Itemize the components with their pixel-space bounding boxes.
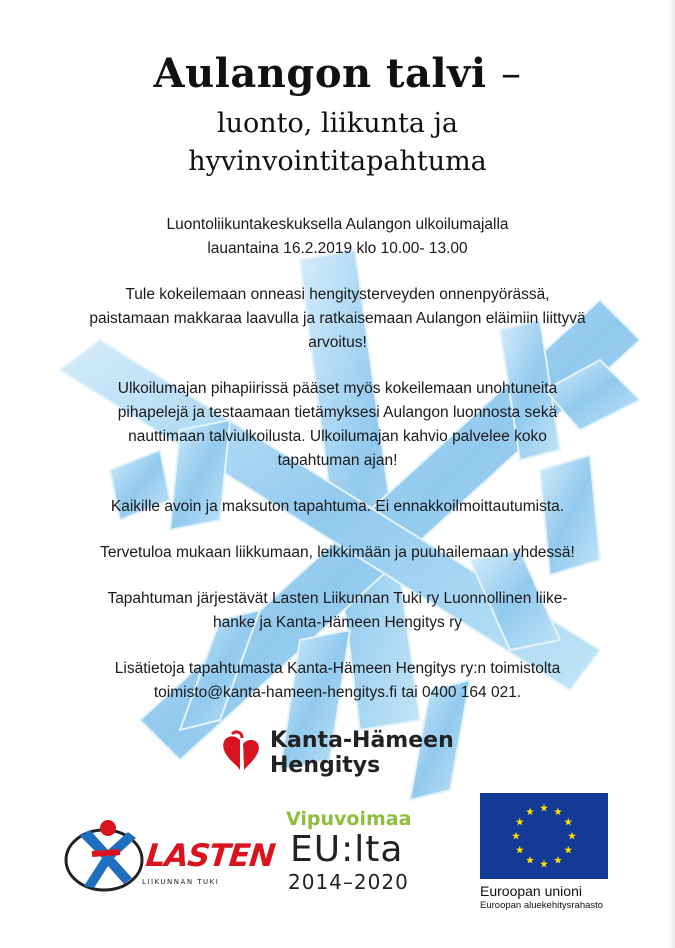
eu-star — [516, 818, 524, 826]
paragraph-welcome — [60, 541, 615, 565]
eu-fund-name: Euroopan aluekehitysrahasto — [480, 900, 604, 911]
text-line: paistamaan makkaraa laavulla ja ratkaisemaan Aulangon eläimiin liittyvä — [89, 310, 586, 327]
text-line: hanke ja Kanta-Hämeen Hengitys ry — [213, 614, 462, 631]
lasten-liikunnan-tuki-logo — [62, 816, 277, 896]
lasten-wordmark: LASTEN — [144, 838, 277, 874]
eu-star — [564, 818, 572, 826]
text-line: Tervetuloa mukaan liikkumaan, leikkimään ja puuhailemaan yhdessä! — [100, 544, 575, 561]
paragraph-organizers — [60, 587, 615, 635]
kanta-hameen-hengitys-wordmark — [270, 728, 454, 778]
eulta-text: EU:lta — [290, 829, 404, 870]
eu-star — [540, 804, 548, 812]
poster-body — [60, 213, 615, 727]
running-child-icon — [62, 816, 152, 896]
text-line: tapahtuman ajan! — [277, 452, 398, 469]
eu-star — [526, 808, 534, 816]
paragraph-location — [60, 213, 615, 261]
eu-star — [554, 856, 562, 864]
vipuvoimaa-text: Vipuvoimaa — [286, 808, 412, 830]
text-line: arvoitus! — [308, 334, 367, 351]
eu-name: Euroopan unioni — [480, 883, 582, 899]
text-line: Lisätietoja tapahtumasta Kanta-Hämeen Hengitys ry:n toimistolta — [114, 660, 561, 677]
contact-email-phone[interactable]: toimisto@kanta-hameen-hengitys.fi tai 0400 164 021. — [153, 684, 522, 701]
kanta-hameen-hengitys-logo — [218, 728, 458, 780]
eu-star — [554, 808, 562, 816]
program-period-text: 2014–2020 — [288, 870, 409, 894]
text-line: Kaikille avoin ja maksuton tapahtuma. Ei ennakkoilmoittautumista. — [110, 498, 565, 515]
logo-text-line: Kanta-Hämeen — [270, 728, 454, 753]
title-line-2: luonto, liikunta ja — [217, 108, 458, 139]
eu-star — [568, 832, 576, 840]
title-line-1 — [0, 50, 675, 97]
eu-star — [564, 846, 572, 854]
eu-flag — [480, 793, 608, 879]
eu-star — [512, 832, 520, 840]
title-main: Aulangon talvi — [153, 50, 487, 97]
paragraph-free-entry — [60, 495, 615, 519]
eu-star — [526, 856, 534, 864]
text-line: Tapahtuman järjestävät Lasten Liikunnan Tuki ry Luonnollinen liike- — [107, 590, 568, 607]
paragraph-yard-games — [60, 377, 615, 473]
eu-star — [540, 860, 548, 868]
lungs-heart-icon — [218, 730, 264, 776]
eu-logo — [480, 793, 620, 913]
text-line: nauttimaan talviulkoilusta. Ulkoilumajan kahvio palvelee koko — [128, 428, 547, 445]
paragraph-contact — [60, 657, 615, 705]
title-line-3: hyvinvointitapahtuma — [188, 146, 487, 177]
eu-star — [516, 846, 524, 854]
text-line: Luontoliikuntakeskuksella Aulangon ulkoilumajalla — [166, 216, 509, 233]
vipuvoimaa-eu-logo — [282, 808, 442, 908]
text-line: Ulkoilumajan pihapiirissä pääset myös kokeilemaan unohtuneita — [117, 380, 558, 397]
logo-text-line: Hengitys — [270, 753, 381, 778]
lasten-subtitle: LIIKUNNAN TUKI — [142, 878, 220, 886]
text-line: Tule kokeilemaan onneasi hengitysterveyden onnenpyörässä, — [125, 286, 550, 303]
paragraph-activities — [60, 283, 615, 355]
title-dash: – — [500, 51, 522, 97]
text-line: lauantaina 16.2.2019 klo 10.00- 13.00 — [207, 240, 468, 257]
eu-stars-icon — [480, 793, 608, 879]
poster-title — [0, 50, 675, 181]
text-line: pihapelejä ja testaamaan tietämyksesi Aulangon luonnosta sekä — [117, 404, 558, 421]
